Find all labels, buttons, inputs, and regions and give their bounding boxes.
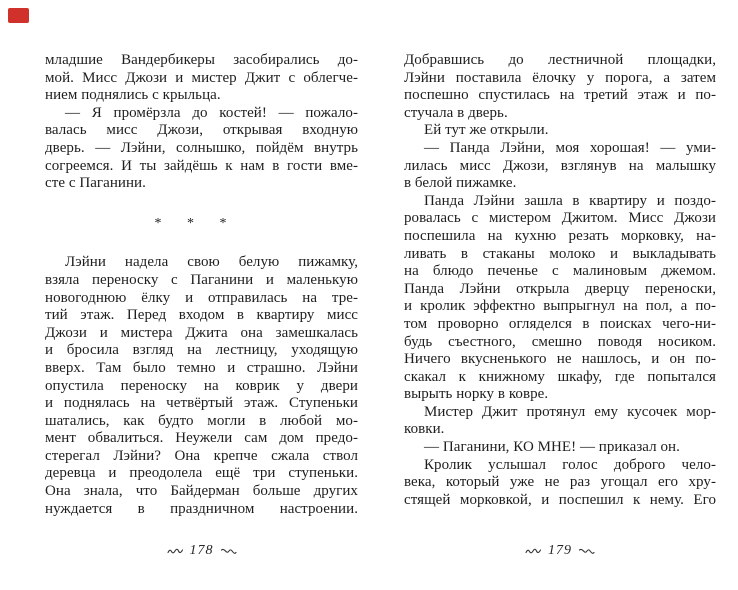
text-line: поспешила на кухню резать морковку, на-: [404, 227, 716, 244]
text-line: скакал к книжному шкафу, где попытался: [404, 368, 716, 385]
text-line: том проворно огляделся в поисках чего-ни-: [404, 315, 716, 332]
paragraph: [404, 404, 716, 439]
text-line: Лэйни поставила ёлочку у порога, а затем: [404, 69, 716, 86]
squiggle-ornament-icon: [167, 547, 184, 555]
text-line: Джози и мистера Джита она замешкалась: [45, 324, 358, 341]
text-line: взяла переноску с Паганини и маленькую: [45, 271, 358, 288]
text-line: — Паганини, КО МНЕ! — приказал он.: [424, 439, 680, 456]
text-line: шатались, как будто могли в любой мо-: [45, 412, 358, 429]
page-text: [45, 52, 358, 518]
book-page-left: [45, 0, 358, 590]
text-line: нием поднялись с крыльца.: [45, 87, 221, 104]
page-number: 179: [548, 543, 572, 558]
page-number: 178: [189, 543, 214, 558]
squiggle-ornament-icon: [220, 547, 237, 555]
text-line: новогоднюю ёлку и отправилась на тре-: [45, 289, 358, 306]
text-line: тий этаж. Перед входом в квартиру мисс: [45, 307, 358, 324]
text-line: валась мисс Джози, открывая входную: [45, 122, 358, 139]
text-line: согреемся. И ты зайдёшь к нам в гости вме-: [45, 157, 358, 174]
text-line: и поднялась на четвёртый этаж. Ступеньки: [45, 395, 358, 412]
text-line: Панда Лэйни открыла дверцу переноски,: [404, 280, 716, 297]
text-line: нуждается в праздничном настроении.: [45, 500, 358, 517]
paragraph: [404, 439, 716, 457]
text-line: Она знала, что Байдерман больше других: [45, 483, 358, 500]
text-line: Кролик услышал голос доброго чело-: [424, 456, 716, 473]
text-line: лилась мисс Джози, взглянув на малышку: [404, 157, 716, 174]
text-line: мой. Мисс Джози и мистер Джит с облегче-: [45, 69, 358, 86]
paragraph: [404, 193, 716, 404]
text-line: Панда Лэйни зашла в квартиру и поздо-: [424, 192, 716, 209]
text-line: мент обвалиться. Неужели сам дом предо-: [45, 430, 358, 447]
text-line: деревца и преодолела ещё три ступеньки.: [45, 465, 358, 482]
text-line: сте с Паганини.: [45, 175, 146, 192]
text-line: Мистер Джит протянул ему кусочек мор-: [424, 403, 716, 420]
paragraph: [45, 105, 358, 193]
text-line: — Я промёрзла до костей! — пожало-: [65, 104, 358, 121]
text-line: ливать в стаканы молоко и выкладывать: [404, 245, 716, 262]
text-line: Ей тут же открыли.: [424, 122, 549, 139]
paragraph: [404, 457, 716, 510]
paragraph: [45, 254, 358, 518]
text-line: младшие Вандербикеры засобирались до-: [45, 52, 358, 68]
text-line: ровалась с мистером Джитом. Мисс Джози: [404, 210, 716, 227]
text-line: стящей морковкой, и поспешил к нему. Его: [404, 491, 716, 508]
paragraph: [45, 52, 358, 105]
squiggle-ornament-icon: [525, 547, 542, 555]
text-line: — Панда Лэйни, моя хорошая! — уми-: [424, 139, 716, 156]
page-footer: [45, 543, 358, 559]
text-line: Ничего вкусненького не нашлось, и он по-: [404, 351, 716, 368]
text-line: Лэйни надела свою белую пижамку,: [65, 254, 358, 271]
text-line: вырыть норку в ковре.: [404, 386, 549, 403]
text-line: ковки.: [404, 421, 445, 438]
bookmark-indicator[interactable]: [8, 8, 29, 23]
text-line: и бросила взгляд на лестницу, уходящую: [45, 342, 358, 359]
section-separator: * * *: [154, 215, 238, 231]
text-line: вверх. Там было темно и страшно. Лэйни: [45, 359, 358, 376]
book-page-right: [404, 0, 716, 590]
text-line: на блюдо печенье с малиновым джемом.: [404, 263, 716, 280]
text-line: опустила переноску на коврик у двери: [45, 377, 358, 394]
paragraph: [404, 52, 716, 122]
paragraph: [404, 140, 716, 193]
text-line: и кролик эффектно выпрыгнул на пол, а по-: [404, 298, 716, 315]
paragraph: [404, 122, 716, 140]
text-line: в белой пижамке.: [404, 175, 517, 192]
page-footer: [404, 543, 716, 559]
text-line: стерегал Лэйни? Она крепче сжала ствол: [45, 447, 358, 464]
text-line: поспешно спустилась на третий этаж и по-: [404, 87, 716, 104]
text-line: Добравшись до лестничной площадки,: [404, 52, 716, 68]
text-line: стучала в дверь.: [404, 104, 508, 121]
text-line: века, который уже не раз угощал его хру-: [404, 474, 716, 491]
squiggle-ornament-icon: [578, 547, 595, 555]
text-line: будь съестного, смешно поводя носиком.: [404, 333, 716, 350]
page-text: [404, 52, 716, 509]
text-line: дверь. — Лэйни, солнышко, пойдём внутрь: [45, 139, 358, 156]
